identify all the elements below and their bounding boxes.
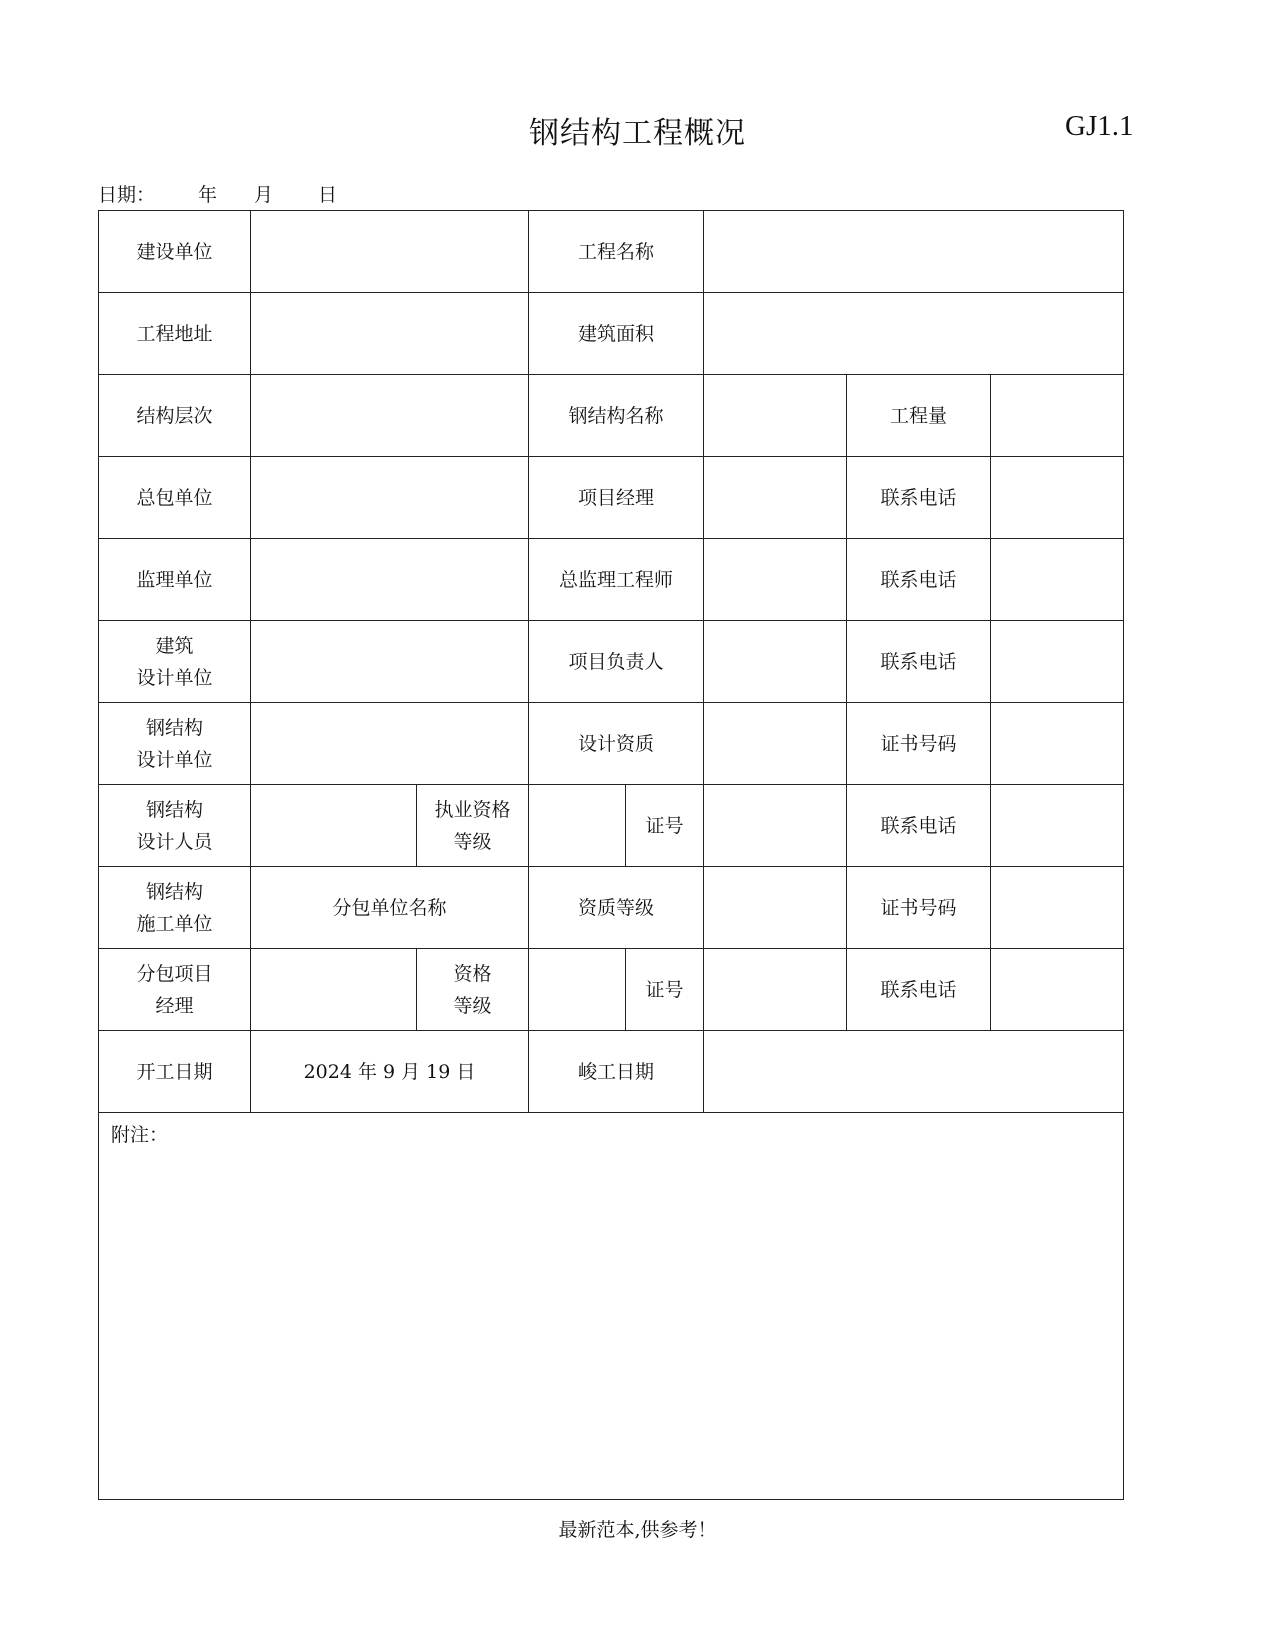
label-cell: 钢结构名称 [529, 375, 704, 457]
label-cell: 工程量 [847, 375, 991, 457]
label-cell [99, 621, 251, 703]
value-cell[interactable] [251, 293, 529, 375]
value-cell[interactable] [704, 211, 1124, 293]
value-cell[interactable] [704, 293, 1124, 375]
label-cell: 联系电话 [847, 457, 991, 539]
value-cell[interactable] [991, 375, 1124, 457]
label-cell: 证号 [626, 949, 704, 1031]
date-year-label: 年 [198, 184, 218, 206]
table-row [99, 293, 1124, 375]
date-day-label: 日 [318, 184, 338, 206]
value-cell[interactable] [991, 703, 1124, 785]
label-line: 分包项目 [136, 962, 213, 985]
label-line: 经理 [155, 994, 194, 1017]
value-cell[interactable] [704, 785, 847, 867]
value-cell[interactable] [251, 949, 417, 1031]
label-cell: 2024 年 9 月 19 日 [251, 1031, 529, 1113]
label-line: 执业资格 [434, 798, 511, 821]
page-title: 钢结构工程概况 [529, 116, 746, 151]
label-cell: 联系电话 [847, 621, 991, 703]
value-cell[interactable] [704, 867, 847, 949]
date-label: 日期： [98, 184, 156, 206]
label-line: 钢结构 [145, 880, 203, 903]
form-code: GJ1.1 [1065, 110, 1134, 142]
value-cell[interactable] [704, 703, 847, 785]
table-row [99, 785, 1124, 867]
label-cell: 总监理工程师 [529, 539, 704, 621]
table-row [99, 949, 1124, 1031]
value-cell[interactable] [991, 785, 1124, 867]
label-cell: 设计资质 [529, 703, 704, 785]
label-line: 施工单位 [136, 912, 213, 935]
table-row [99, 539, 1124, 621]
label-line: 钢结构 [145, 798, 203, 821]
project-overview-table [98, 210, 1124, 1500]
table-row [99, 1031, 1124, 1113]
value-cell[interactable] [704, 1031, 1124, 1113]
value-cell[interactable] [991, 457, 1124, 539]
label-cell [99, 867, 251, 949]
value-cell[interactable] [251, 539, 529, 621]
value-cell[interactable] [991, 621, 1124, 703]
label-cell: 结构层次 [99, 375, 251, 457]
table-row [99, 457, 1124, 539]
table-row [99, 1113, 1124, 1500]
value-cell[interactable] [991, 539, 1124, 621]
label-cell: 建设单位 [99, 211, 251, 293]
label-line: 资格 [453, 962, 492, 985]
label-cell [417, 949, 529, 1031]
label-line: 建筑 [155, 634, 194, 657]
label-cell: 证书号码 [847, 703, 991, 785]
value-cell[interactable] [251, 703, 529, 785]
label-cell: 项目负责人 [529, 621, 704, 703]
label-cell: 项目经理 [529, 457, 704, 539]
value-cell[interactable] [991, 867, 1124, 949]
label-cell: 工程地址 [99, 293, 251, 375]
value-cell[interactable] [251, 621, 529, 703]
label-cell: 联系电话 [847, 785, 991, 867]
value-cell[interactable] [704, 621, 847, 703]
label-cell [417, 785, 529, 867]
value-cell[interactable] [704, 375, 847, 457]
table-row [99, 621, 1124, 703]
label-cell [99, 703, 251, 785]
value-cell[interactable] [251, 457, 529, 539]
label-cell: 开工日期 [99, 1031, 251, 1113]
label-line: 设计单位 [136, 748, 213, 771]
value-cell[interactable] [251, 375, 529, 457]
label-cell: 联系电话 [847, 539, 991, 621]
value-cell[interactable] [529, 785, 626, 867]
value-cell[interactable] [251, 785, 417, 867]
label-cell [99, 785, 251, 867]
value-cell[interactable] [704, 457, 847, 539]
label-cell: 建筑面积 [529, 293, 704, 375]
value-cell[interactable] [704, 949, 847, 1031]
date-line [98, 180, 337, 207]
label-cell: 证书号码 [847, 867, 991, 949]
table-row [99, 867, 1124, 949]
notes-label: 附注： [111, 1124, 169, 1146]
table-row [99, 703, 1124, 785]
value-cell[interactable] [251, 211, 529, 293]
label-cell: 工程名称 [529, 211, 704, 293]
table-row [99, 375, 1124, 457]
date-month-label: 月 [254, 184, 274, 206]
label-cell: 总包单位 [99, 457, 251, 539]
label-cell: 监理单位 [99, 539, 251, 621]
label-cell: 证号 [626, 785, 704, 867]
label-cell: 分包单位名称 [251, 867, 529, 949]
label-line: 设计单位 [136, 666, 213, 689]
label-cell: 资质等级 [529, 867, 704, 949]
label-cell [99, 949, 251, 1031]
label-cell: 峻工日期 [529, 1031, 704, 1113]
footer-note: 最新范本,供参考！ [558, 1519, 717, 1541]
label-line: 等级 [453, 994, 492, 1017]
value-cell[interactable] [529, 949, 626, 1031]
label-line: 钢结构 [145, 716, 203, 739]
notes-cell[interactable] [99, 1113, 1124, 1500]
label-cell: 联系电话 [847, 949, 991, 1031]
value-cell[interactable] [704, 539, 847, 621]
label-line: 等级 [453, 830, 492, 853]
label-line: 设计人员 [136, 830, 213, 853]
value-cell[interactable] [991, 949, 1124, 1031]
table-row [99, 211, 1124, 293]
